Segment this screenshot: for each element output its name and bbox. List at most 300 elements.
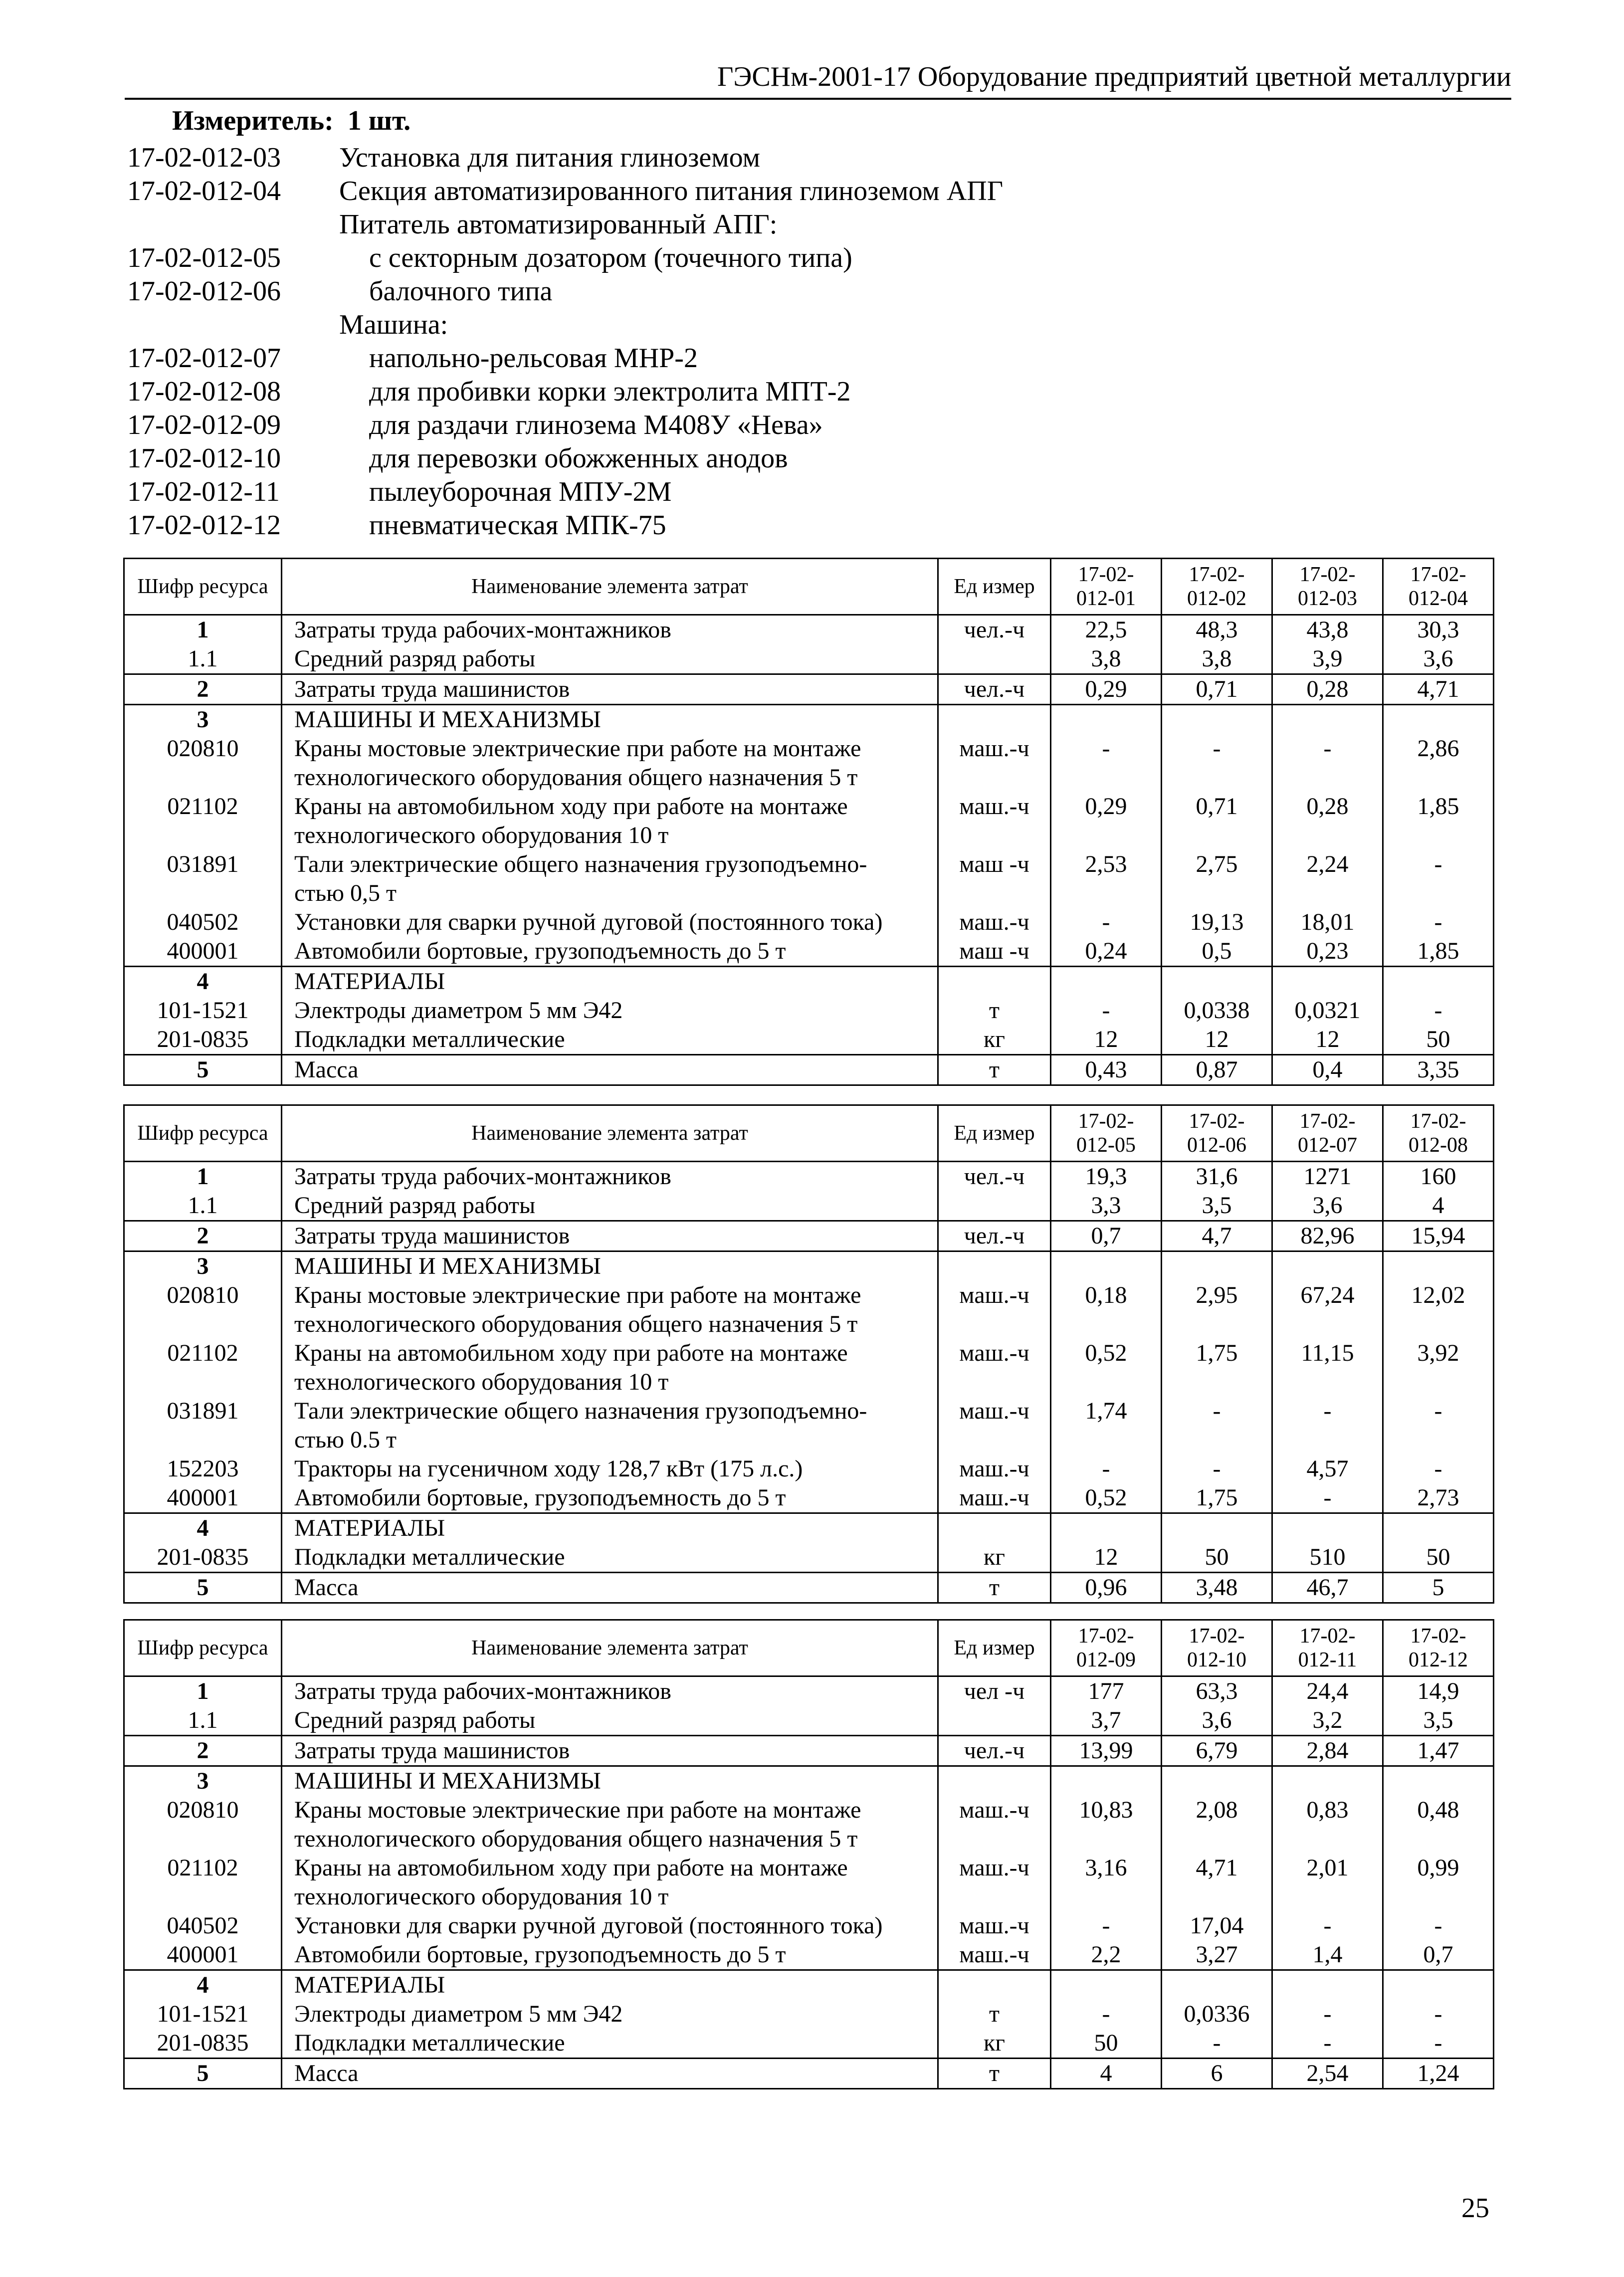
norm-value: 6,79: [1162, 1736, 1272, 1766]
norm-value: -: [1272, 2000, 1383, 2029]
cost-element-line: Краны мостовые электрические при работе на монтаже: [294, 1797, 861, 1823]
norm-code-line: 17-02-: [1299, 563, 1356, 586]
norm-value: [1162, 1251, 1272, 1281]
table-row: [124, 1397, 1494, 1454]
item-name: балочного типа: [369, 276, 553, 307]
header-unit: Ед измер: [938, 1620, 1051, 1676]
norm-value: -: [1162, 2029, 1272, 2059]
norm-value: 0,52: [1051, 1483, 1162, 1513]
table-row: [124, 1543, 1494, 1573]
norm-value: [1383, 967, 1494, 997]
item-name: пневматическая МПК-75: [369, 510, 666, 541]
norm-code-line: 012-08: [1409, 1134, 1468, 1157]
norm-value: 3,92: [1383, 1339, 1494, 1397]
table-row: [124, 1766, 1494, 1796]
unit-of-measure: маш.-ч: [938, 1454, 1051, 1483]
norm-value: 19,13: [1162, 908, 1272, 937]
cost-element-line: Подкладки металлические: [294, 1544, 565, 1570]
unit-of-measure: т: [938, 996, 1051, 1025]
cost-element-line: МАТЕРИАЛЫ: [294, 1972, 445, 1998]
unit-of-measure: [938, 1191, 1051, 1221]
unit-of-measure: маш.-ч: [938, 1796, 1051, 1854]
norm-value: -: [1383, 1397, 1494, 1454]
resource-code: 101-1521: [124, 2000, 282, 2029]
resource-code: 4: [124, 1513, 282, 1543]
item-code: 17-02-012-11: [127, 476, 280, 507]
cost-element-name: [282, 1911, 938, 1940]
norm-value: 1,47: [1383, 1736, 1494, 1766]
item-code: 17-02-012-07: [127, 343, 281, 374]
norm-value: 12: [1272, 1025, 1383, 1055]
resource-code: 4: [124, 967, 282, 997]
norm-value: [1051, 1970, 1162, 2000]
cost-element-name: [282, 1251, 938, 1281]
norm-value: 3,35: [1383, 1055, 1494, 1085]
resource-code: 020810: [124, 1281, 282, 1339]
unit-of-measure: кг: [938, 1025, 1051, 1055]
unit-of-measure: маш -ч: [938, 850, 1051, 908]
norm-code-line: 17-02-: [1078, 563, 1134, 586]
norm-code-line: 012-12: [1409, 1649, 1468, 1671]
unit-of-measure: [938, 1251, 1051, 1281]
cost-element-name: [282, 734, 938, 792]
item-code: 17-02-012-03: [127, 142, 281, 173]
norm-value: 510: [1272, 1543, 1383, 1573]
cost-element-name: [282, 1854, 938, 1911]
norm-value: 3,6: [1272, 1191, 1383, 1221]
resource-code: 2: [124, 1736, 282, 1766]
table-row: [124, 1483, 1494, 1513]
unit-of-measure: маш.-ч: [938, 1911, 1051, 1940]
cost-element-name: [282, 1281, 938, 1339]
table-row: [124, 967, 1494, 997]
table-row: [124, 1025, 1494, 1055]
norm-value: 50: [1383, 1543, 1494, 1573]
unit-of-measure: [938, 1970, 1051, 2000]
item-name: для раздачи глинозема М408У «Нева»: [369, 410, 823, 440]
resource-code: 2: [124, 674, 282, 705]
table-row: [124, 1513, 1494, 1543]
cost-element-name: [282, 644, 938, 674]
norm-value: 3,7: [1051, 1706, 1162, 1736]
unit-of-measure: маш.-ч: [938, 1339, 1051, 1397]
norm-value: 1,4: [1272, 1940, 1383, 1970]
table-row: [124, 2059, 1494, 2089]
cost-element-line: Затраты труда машинистов: [294, 1737, 570, 1764]
norm-code-line: 012-07: [1298, 1134, 1357, 1157]
cost-element-name: [282, 2029, 938, 2059]
cost-element-line: Краны мостовые электрические при работе на монтаже: [294, 1282, 861, 1308]
header-name: Наименование элемента затрат: [282, 559, 938, 615]
norm-value: [1162, 967, 1272, 997]
norm-value: 0,29: [1051, 792, 1162, 850]
unit-of-measure: маш.-ч: [938, 1854, 1051, 1911]
item-name: Установка для питания глиноземом: [339, 142, 761, 173]
norm-value: 3,5: [1383, 1706, 1494, 1736]
table-row: [124, 1281, 1494, 1339]
norm-value: 3,5: [1162, 1191, 1272, 1221]
norm-value: -: [1383, 996, 1494, 1025]
table-row: [124, 1055, 1494, 1085]
cost-element-line: Автомобили бортовые, грузоподъемность до 5 т: [294, 938, 786, 964]
norm-code-line: 17-02-: [1189, 563, 1245, 586]
norm-value: [1051, 1513, 1162, 1543]
unit-of-measure: т: [938, 2000, 1051, 2029]
resource-code: 021102: [124, 792, 282, 850]
norm-value: 1,24: [1383, 2059, 1494, 2089]
unit-of-measure: маш.-ч: [938, 1397, 1051, 1454]
norm-value: [1383, 1970, 1494, 2000]
unit-of-measure: т: [938, 2059, 1051, 2089]
norm-value: -: [1051, 908, 1162, 937]
unit-of-measure: чел -ч: [938, 1676, 1051, 1706]
cost-element-line: стью 0,5 т: [294, 880, 397, 906]
cost-element-line: Затраты труда машинистов: [294, 1223, 570, 1249]
norm-table-1: [123, 558, 1494, 1086]
norm-code-line: 012-09: [1076, 1649, 1136, 1671]
cost-element-name: [282, 1940, 938, 1970]
norm-code-line: 17-02-: [1078, 1625, 1134, 1648]
norm-value: -: [1162, 1397, 1272, 1454]
meter-line: [172, 105, 424, 137]
cost-element-line: МАТЕРИАЛЫ: [294, 968, 445, 995]
cost-element-name: [282, 1191, 938, 1221]
unit-of-measure: чел.-ч: [938, 1162, 1051, 1192]
item-code: 17-02-012-09: [127, 410, 281, 440]
table-row: [124, 1940, 1494, 1970]
norm-value: [1272, 1970, 1383, 2000]
resource-code: 020810: [124, 1796, 282, 1854]
header-norm-code: [1383, 1620, 1494, 1676]
table-row: [124, 1970, 1494, 2000]
resource-code: 1.1: [124, 1706, 282, 1736]
unit-of-measure: кг: [938, 2029, 1051, 2059]
norm-value: 12,02: [1383, 1281, 1494, 1339]
table-row: [124, 1251, 1494, 1281]
table-row: [124, 1911, 1494, 1940]
cost-element-line: Краны на автомобильном ходу при работе на монтаже: [294, 1340, 848, 1366]
norm-code-line: 17-02-: [1410, 1625, 1466, 1648]
norm-value: 2,24: [1272, 850, 1383, 908]
cost-element-line: технологического оборудования общего назначения 5 т: [294, 1826, 858, 1852]
cost-element-name: [282, 1573, 938, 1603]
table-row: [124, 1676, 1494, 1706]
norm-value: 30,3: [1383, 615, 1494, 645]
cost-element-name: [282, 908, 938, 937]
cost-element-line: МАШИНЫ И МЕХАНИЗМЫ: [294, 706, 601, 733]
norm-value: [1272, 1513, 1383, 1543]
norm-value: 3,16: [1051, 1854, 1162, 1911]
unit-of-measure: маш.-ч: [938, 792, 1051, 850]
unit-of-measure: т: [938, 1055, 1051, 1085]
table-row: [124, 705, 1494, 735]
norm-code-line: 17-02-: [1410, 563, 1466, 586]
norm-value: 11,15: [1272, 1339, 1383, 1397]
cost-element-line: МАШИНЫ И МЕХАНИЗМЫ: [294, 1768, 601, 1794]
cost-element-name: [282, 967, 938, 997]
unit-of-measure: маш.-ч: [938, 1281, 1051, 1339]
norm-value: 4,57: [1272, 1454, 1383, 1483]
unit-of-measure: маш.-ч: [938, 1483, 1051, 1513]
norm-value: 4: [1051, 2059, 1162, 2089]
norm-value: 160: [1383, 1162, 1494, 1192]
resource-code: 031891: [124, 850, 282, 908]
header-resource: Шифр ресурса: [124, 1105, 282, 1162]
header-norm-code: [1272, 559, 1383, 615]
cost-element-line: Тракторы на гусеничном ходу 128,7 кВт (175 л.с.): [294, 1455, 803, 1482]
cost-element-line: Тали электрические общего назначения грузоподъемно-: [294, 851, 867, 877]
norm-value: [1272, 967, 1383, 997]
cost-element-name: [282, 850, 938, 908]
table-row: [124, 1796, 1494, 1854]
item-code: 17-02-012-04: [127, 176, 281, 207]
norm-value: -: [1383, 1454, 1494, 1483]
resource-code: 021102: [124, 1339, 282, 1397]
cost-element-line: стью 0.5 т: [294, 1427, 397, 1453]
norm-value: [1272, 705, 1383, 735]
cost-element-line: Средний разряд работы: [294, 1707, 536, 1733]
document-title: ГЭСНм-2001-17 Оборудование предприятий цветной металлургии: [717, 61, 1511, 92]
norm-code-line: 17-02-: [1189, 1110, 1245, 1133]
table-row: [124, 1706, 1494, 1736]
cost-element-line: Подкладки металлические: [294, 2030, 565, 2056]
resource-code: 4: [124, 1970, 282, 2000]
norm-value: 48,3: [1162, 615, 1272, 645]
norm-value: 50: [1051, 2029, 1162, 2059]
cost-element-line: Средний разряд работы: [294, 645, 536, 672]
item-code: 17-02-012-06: [127, 276, 281, 307]
cost-element-line: Затраты труда рабочих-монтажников: [294, 617, 671, 643]
norm-value: [1051, 1251, 1162, 1281]
norm-code-line: 17-02-: [1299, 1625, 1356, 1648]
norm-value: 3,9: [1272, 644, 1383, 674]
item-code: 17-02-012-08: [127, 376, 281, 407]
norm-value: 24,4: [1272, 1676, 1383, 1706]
norm-code-line: 012-02: [1187, 587, 1246, 610]
norm-value: -: [1051, 996, 1162, 1025]
norm-value: 0,4: [1272, 1055, 1383, 1085]
norm-value: 2,08: [1162, 1796, 1272, 1854]
resource-code: 031891: [124, 1397, 282, 1454]
norm-value: 1,85: [1383, 937, 1494, 967]
cost-element-name: [282, 1483, 938, 1513]
norm-value: [1383, 1766, 1494, 1796]
norm-value: [1383, 1513, 1494, 1543]
norm-value: 2,86: [1383, 734, 1494, 792]
norm-value: -: [1383, 908, 1494, 937]
cost-element-name: [282, 2059, 938, 2089]
table-row: [124, 2000, 1494, 2029]
cost-element-line: Тали электрические общего назначения грузоподъемно-: [294, 1398, 867, 1424]
table-header-row: [124, 1620, 1494, 1676]
header-norm-code: [1272, 1105, 1383, 1162]
norm-value: 15,94: [1383, 1221, 1494, 1251]
cost-element-name: [282, 1676, 938, 1706]
unit-of-measure: [938, 1706, 1051, 1736]
cost-element-line: Установки для сварки ручной дуговой (постоянного тока): [294, 1912, 883, 1939]
norm-value: 63,3: [1162, 1676, 1272, 1706]
cost-element-line: Электроды диаметром 5 мм Э42: [294, 2001, 623, 2027]
cost-element-name: [282, 1970, 938, 2000]
cost-element-line: Масса: [294, 2060, 359, 2086]
norm-value: -: [1272, 1483, 1383, 1513]
table-row: [124, 1162, 1494, 1192]
table-row: [124, 908, 1494, 937]
norm-value: 1,74: [1051, 1397, 1162, 1454]
cost-element-name: [282, 1766, 938, 1796]
table-row: [124, 644, 1494, 674]
norm-value: -: [1051, 734, 1162, 792]
unit-of-measure: маш.-ч: [938, 1940, 1051, 1970]
norm-value: 67,24: [1272, 1281, 1383, 1339]
norm-value: 0,28: [1272, 674, 1383, 705]
norm-value: 3,6: [1162, 1706, 1272, 1736]
norm-value: 0,99: [1383, 1854, 1494, 1911]
cost-element-name: [282, 674, 938, 705]
cost-element-name: [282, 1339, 938, 1397]
cost-element-line: технологического оборудования общего назначения 5 т: [294, 1311, 858, 1337]
resource-code: 3: [124, 705, 282, 735]
norm-value: -: [1272, 734, 1383, 792]
norm-value: 0,96: [1051, 1573, 1162, 1603]
norm-value: [1383, 1251, 1494, 1281]
unit-of-measure: чел.-ч: [938, 1221, 1051, 1251]
unit-of-measure: чел.-ч: [938, 674, 1051, 705]
norm-value: [1162, 1970, 1272, 2000]
norm-value: -: [1383, 1911, 1494, 1940]
norm-code-line: 17-02-: [1189, 1625, 1245, 1648]
norm-code-line: 012-01: [1076, 587, 1136, 610]
unit-of-measure: [938, 1766, 1051, 1796]
header-norm-code: [1272, 1620, 1383, 1676]
norm-value: 3,3: [1051, 1191, 1162, 1221]
cost-element-name: [282, 1513, 938, 1543]
norm-value: 12: [1162, 1025, 1272, 1055]
norm-code-line: 012-06: [1187, 1134, 1246, 1157]
unit-of-measure: маш.-ч: [938, 908, 1051, 937]
norm-value: [1051, 967, 1162, 997]
table-row: [124, 674, 1494, 705]
cost-element-line: Затраты труда рабочих-монтажников: [294, 1163, 671, 1190]
norm-code-line: 17-02-: [1299, 1110, 1356, 1133]
norm-value: 4: [1383, 1191, 1494, 1221]
norm-value: 22,5: [1051, 615, 1162, 645]
unit-of-measure: чел.-ч: [938, 1736, 1051, 1766]
norm-value: 0,71: [1162, 674, 1272, 705]
cost-element-line: Средний разряд работы: [294, 1192, 536, 1219]
cost-element-name: [282, 615, 938, 645]
norm-value: 0,0336: [1162, 2000, 1272, 2029]
norm-value: -: [1162, 1454, 1272, 1483]
norm-value: 2,01: [1272, 1854, 1383, 1911]
norm-value: 0,83: [1272, 1796, 1383, 1854]
resource-code: 3: [124, 1766, 282, 1796]
resource-code: 2: [124, 1221, 282, 1251]
header-norm-code: [1051, 1620, 1162, 1676]
cost-element-name: [282, 1736, 938, 1766]
unit-of-measure: маш -ч: [938, 937, 1051, 967]
cost-element-line: технологического оборудования 10 т: [294, 1883, 669, 1910]
norm-code-line: 17-02-: [1078, 1110, 1134, 1133]
norm-value: 10,83: [1051, 1796, 1162, 1854]
norm-value: 1,85: [1383, 792, 1494, 850]
cost-element-line: Подкладки металлические: [294, 1026, 565, 1052]
item-name: для перевозки обожженных анодов: [369, 443, 788, 474]
resource-code: 152203: [124, 1454, 282, 1483]
norm-value: -: [1162, 734, 1272, 792]
cost-element-name: [282, 1543, 938, 1573]
resource-code: 101-1521: [124, 996, 282, 1025]
norm-code-line: 012-10: [1187, 1649, 1246, 1671]
norm-value: -: [1383, 2000, 1494, 2029]
norm-value: 2,75: [1162, 850, 1272, 908]
norm-value: 18,01: [1272, 908, 1383, 937]
header-unit: Ед измер: [938, 559, 1051, 615]
cost-element-line: Масса: [294, 1056, 359, 1083]
norm-value: 12: [1051, 1543, 1162, 1573]
norm-value: 2,95: [1162, 1281, 1272, 1339]
unit-of-measure: [938, 1513, 1051, 1543]
norm-value: 0,7: [1051, 1221, 1162, 1251]
norm-value: 14,9: [1383, 1676, 1494, 1706]
norm-value: 1,75: [1162, 1339, 1272, 1397]
table-row: [124, 1339, 1494, 1397]
norm-value: [1162, 1513, 1272, 1543]
header-norm-code: [1162, 559, 1272, 615]
cost-element-name: [282, 1706, 938, 1736]
unit-of-measure: [938, 644, 1051, 674]
norm-value: 3,27: [1162, 1940, 1272, 1970]
resource-code: 1.1: [124, 1191, 282, 1221]
cost-element-name: [282, 1025, 938, 1055]
resource-code: 5: [124, 1055, 282, 1085]
item-name: Питатель автоматизированный АПГ:: [339, 209, 778, 240]
header-norm-code: [1162, 1620, 1272, 1676]
norm-value: -: [1272, 1911, 1383, 1940]
cost-element-line: МАШИНЫ И МЕХАНИЗМЫ: [294, 1253, 601, 1279]
norm-value: 1271: [1272, 1162, 1383, 1192]
table-row: [124, 1854, 1494, 1911]
norm-value: 17,04: [1162, 1911, 1272, 1940]
norm-table-3: [123, 1619, 1494, 2089]
cost-element-name: [282, 1454, 938, 1483]
cost-element-name: [282, 1397, 938, 1454]
norm-value: -: [1383, 2029, 1494, 2059]
item-code: 17-02-012-10: [127, 443, 281, 474]
resource-code: 400001: [124, 937, 282, 967]
norm-value: [1272, 1766, 1383, 1796]
table-row: [124, 850, 1494, 908]
norm-value: 3,8: [1051, 644, 1162, 674]
cost-element-line: Краны мостовые электрические при работе на монтаже: [294, 735, 861, 762]
running-header: [125, 55, 1511, 100]
item-code: 17-02-012-12: [127, 510, 281, 541]
item-name: Машина:: [339, 309, 448, 340]
resource-code: 1: [124, 615, 282, 645]
unit-of-measure: [938, 967, 1051, 997]
norm-value: 50: [1383, 1025, 1494, 1055]
cost-element-line: Масса: [294, 1574, 359, 1601]
table-row: [124, 1573, 1494, 1603]
cost-element-name: [282, 705, 938, 735]
table-row: [124, 996, 1494, 1025]
norm-value: 3,6: [1383, 644, 1494, 674]
table-row: [124, 1221, 1494, 1251]
norm-value: 2,53: [1051, 850, 1162, 908]
norm-value: 0,5: [1162, 937, 1272, 967]
norm-value: [1383, 705, 1494, 735]
norm-value: 2,54: [1272, 2059, 1383, 2089]
